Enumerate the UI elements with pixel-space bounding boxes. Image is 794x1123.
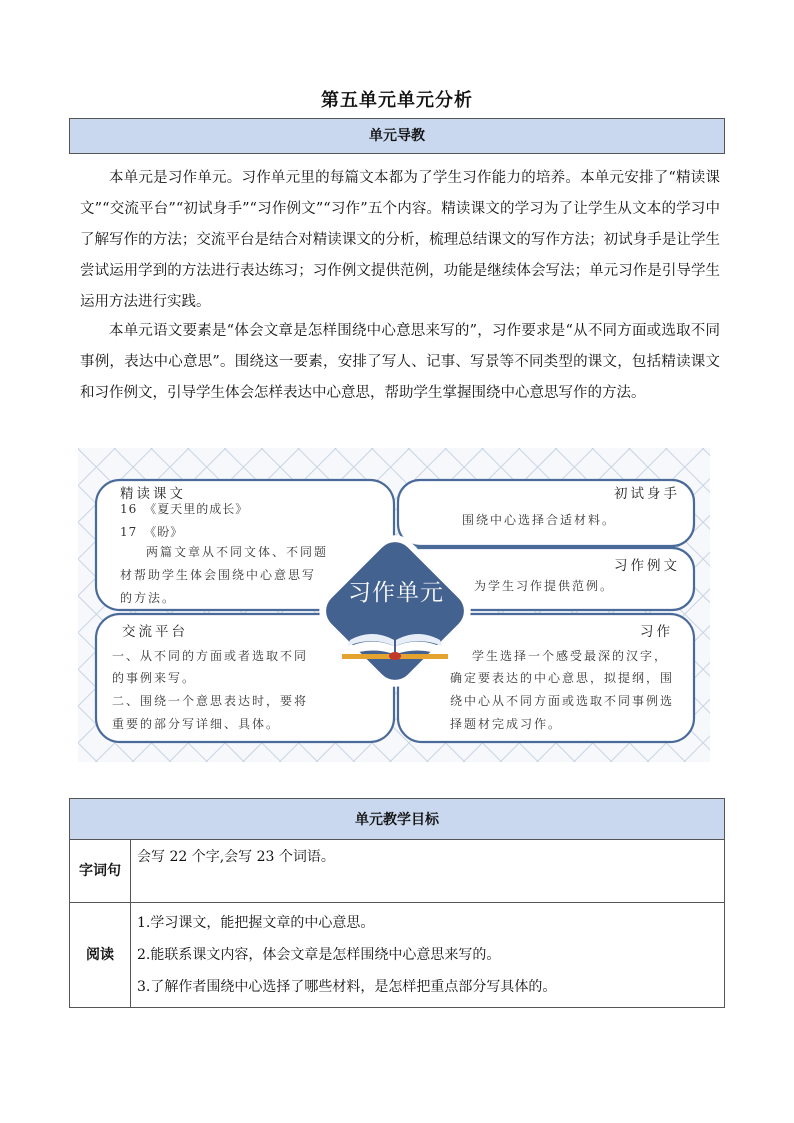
unit-mind-map — [78, 448, 710, 762]
goal-item: 3.了解作者围绕中心选择了哪些材料，是怎样把重点部分写具体的。 — [137, 979, 557, 995]
goal-cell — [131, 903, 725, 1008]
guide-paragraph-1: 本单元是习作单元。习作单元里的每篇文本都为了学生习作能力的培养。本单元安排了“精读课文”“交流平台”“初试身手”“习作例文”“习作”五个内容。精读课文的学习为了让学生从文本的学习中了解写作的方法；交流平台是结合对精读课文的分析，梳理总结课文的写作方法；初试身手是让学生尝试运用学到的方法进行表达练习；习作例文提供范例，功能是继续体会写法；单元习作是引导学生运用方法进行实践。 — [80, 170, 720, 310]
table-row — [70, 840, 725, 903]
writing-line-4: 择题材完成习作。 — [450, 717, 563, 731]
trial-text: 围绕中心选择合适材料。 — [462, 513, 617, 527]
intensive-desc-line-2: 材帮助学生体会围绕中心意思写 — [120, 568, 317, 582]
exchange-line-1: 一、从不同的方面或者选取不同 — [112, 649, 309, 663]
exchange-line-3: 二、围绕一个意思表达时，要将 — [112, 694, 309, 708]
goal-item: 会写 22 个字,会写 23 个词语。 — [137, 849, 335, 865]
intensive-lesson-16: 16 《夏天里的成长》 — [120, 502, 249, 516]
intensive-lesson-17: 17 《盼》 — [120, 525, 184, 539]
intensive-desc-line-1: 两篇文章从不同文体、不同题 — [146, 545, 329, 559]
goal-item: 2.能联系课文内容，体会文章是怎样围绕中心意思来写的。 — [137, 947, 501, 963]
writing-title: 习作 — [640, 624, 673, 640]
goals-header: 单元教学目标 — [70, 799, 725, 840]
exchange-line-4: 重要的部分写详细、具体。 — [112, 717, 281, 731]
center-label: 习作单元 — [348, 580, 444, 606]
trial-title: 初试身手 — [614, 486, 680, 502]
writing-line-1: 学生选择一个感受最深的汉字， — [472, 649, 669, 663]
page-title: 第五单元单元分析 — [321, 90, 473, 111]
category-cell: 阅读 — [70, 903, 131, 1008]
intensive-title: 精读课文 — [120, 486, 186, 502]
table-row — [70, 903, 725, 1008]
teaching-goals-table — [69, 798, 725, 1008]
example-title: 习作例文 — [614, 558, 680, 574]
intensive-desc-line-3: 的方法。 — [120, 591, 177, 605]
writing-line-2: 确定要表达的中心意思，拟提纲，围 — [450, 671, 675, 685]
exchange-line-2: 的事例来写。 — [112, 671, 197, 685]
goal-cell — [131, 840, 725, 903]
writing-line-3: 绕中心从不同方面或选取不同事例选 — [450, 694, 675, 708]
goals-header-row — [70, 799, 725, 840]
unit-guide-header: 单元导教 — [69, 118, 725, 154]
exchange-title: 交流平台 — [122, 624, 188, 640]
category-cell: 字词句 — [70, 840, 131, 903]
guide-paragraph-2: 本单元语文要素是“体会文章是怎样围绕中心意思来写的”，习作要求是“从不同方面或选取不同事例，表达中心意思”。围绕这一要素，安排了写人、记事、写景等不同类型的课文，包括精读课文和习作例文，引导学生体会怎样表达中心意思，帮助学生掌握围绕中心意思写作的方法。 — [80, 323, 720, 401]
example-text: 为学生习作提供范例。 — [474, 579, 615, 593]
goal-item: 1.学习课文，能把握文章的中心意思。 — [137, 915, 375, 931]
